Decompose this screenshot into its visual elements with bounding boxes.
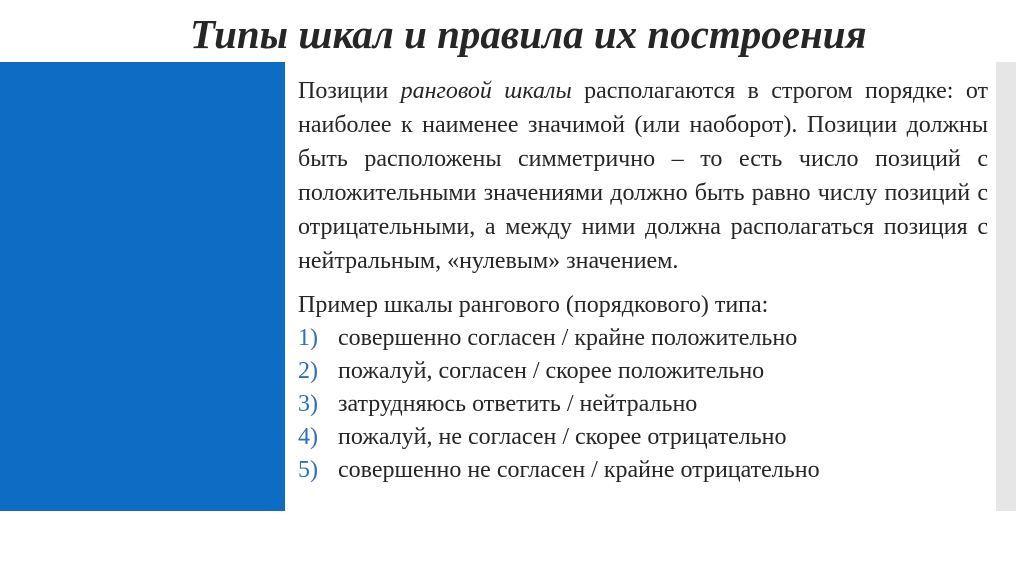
paragraph-start: Позиции [298,78,401,104]
list-text: пожалуй, согласен / скорее положительно [338,358,765,384]
list-item [298,388,988,421]
list-item [298,454,988,487]
list-number: 3) [298,391,318,417]
list-number: 4) [298,424,318,450]
gray-side-bar [996,62,1016,511]
list-text: совершенно не согласен / крайне отрицательно [338,457,820,483]
list-item [298,355,988,388]
list-number: 1) [298,325,318,351]
scale-list [298,322,988,487]
content-area [298,74,988,487]
list-number: 5) [298,457,318,483]
list-item [298,322,988,355]
list-text: пожалуй, не согласен / скорее отрицательно [338,424,787,450]
paragraph-rest: располагаются в строгом порядке: от наиболее к наименее значимой (или наоборот). Позиции должны быть расположены симметрично – то есть число позиций с положительными значениями должно быть равно числу позиций с отрицательными, а между ними должна располагаться позиция с нейтральным, «нулевым» значением. [298,78,989,274]
list-text: затрудняюсь ответить / нейтрально [338,391,698,417]
blue-accent-panel [0,62,285,511]
paragraph-emphasis: ранговой шкалы [400,78,572,104]
description-paragraph [298,74,988,278]
list-item [298,421,988,454]
list-number: 2) [298,358,318,384]
example-intro: Пример шкалы рангового (порядкового) типа: [298,292,769,318]
list-text: совершенно согласен / крайне положительно [338,325,798,351]
slide-title: Типы шкал и правила их построения [190,11,867,57]
